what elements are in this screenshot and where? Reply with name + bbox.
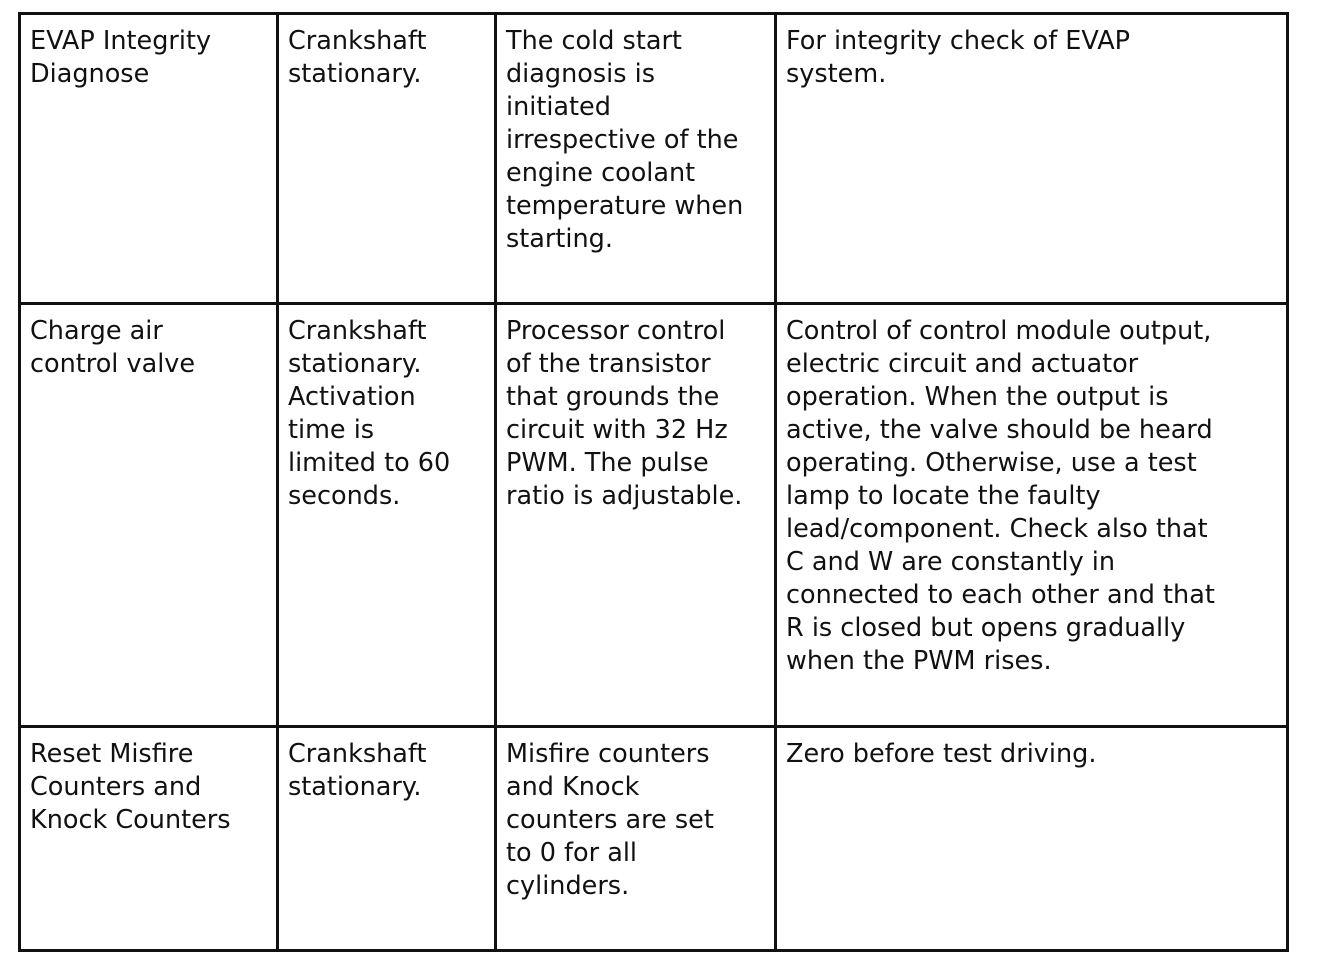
cell-line: counters are set xyxy=(506,805,714,835)
cell-line: C and W are constantly in xyxy=(786,547,1116,577)
cell-line: when the PWM rises. xyxy=(786,646,1052,676)
cell-line: diagnosis is xyxy=(506,59,655,89)
cell-line: starting. xyxy=(506,224,613,254)
cell-line: Knock Counters xyxy=(30,805,231,835)
component-cell xyxy=(20,14,278,304)
cell-line: temperature when xyxy=(506,191,744,221)
cell-line: Reset Misfire xyxy=(30,739,194,769)
cell-line: Diagnose xyxy=(30,59,150,89)
cell-line: limited to 60 xyxy=(288,448,451,478)
cell-line: connected to each other and that xyxy=(786,580,1215,610)
cell-line: lamp to locate the faulty xyxy=(786,481,1101,511)
condition-cell xyxy=(278,304,496,727)
cell-line: active, the valve should be heard xyxy=(786,415,1213,445)
component-cell xyxy=(20,304,278,727)
cell-line: EVAP Integrity xyxy=(30,26,212,56)
cell-line: initiated xyxy=(506,92,611,122)
cell-line: Processor control xyxy=(506,316,726,346)
table-row xyxy=(20,304,1288,727)
cell-line: Crankshaft xyxy=(288,26,427,56)
cell-line: stationary. xyxy=(288,59,422,89)
cell-line: that grounds the xyxy=(506,382,720,412)
cell-line: Charge air xyxy=(30,316,163,346)
cell-line: time is xyxy=(288,415,375,445)
purpose-cell xyxy=(776,727,1288,951)
cell-line: irrespective of the xyxy=(506,125,739,155)
cell-line: circuit with 32 Hz xyxy=(506,415,728,445)
cell-line: stationary. xyxy=(288,772,422,802)
table-row xyxy=(20,14,1288,304)
cell-line: stationary. xyxy=(288,349,422,379)
condition-cell xyxy=(278,727,496,951)
cell-line: R is closed but opens gradually xyxy=(786,613,1186,643)
purpose-cell xyxy=(776,14,1288,304)
cell-line: The cold start xyxy=(506,26,682,56)
cell-line: to 0 for all xyxy=(506,838,637,868)
cell-line: seconds. xyxy=(288,481,401,511)
cell-line: engine coolant xyxy=(506,158,696,188)
description-cell xyxy=(496,304,776,727)
description-cell xyxy=(496,14,776,304)
cell-line: electric circuit and actuator xyxy=(786,349,1139,379)
cell-line: Control of control module output, xyxy=(786,316,1212,346)
purpose-cell xyxy=(776,304,1288,727)
cell-line: Misfire counters xyxy=(506,739,710,769)
cell-line: PWM. The pulse xyxy=(506,448,709,478)
cell-line: For integrity check of EVAP xyxy=(786,26,1131,56)
cell-line: Zero before test driving. xyxy=(786,739,1097,769)
condition-cell xyxy=(278,14,496,304)
cell-line: Crankshaft xyxy=(288,316,427,346)
cell-line: operation. When the output is xyxy=(786,382,1169,412)
description-cell xyxy=(496,727,776,951)
cell-line: system. xyxy=(786,59,887,89)
component-cell xyxy=(20,727,278,951)
cell-line: lead/component. Check also that xyxy=(786,514,1208,544)
diagnostic-table xyxy=(18,12,1289,952)
cell-line: cylinders. xyxy=(506,871,630,901)
cell-line: ratio is adjustable. xyxy=(506,481,743,511)
cell-line: Crankshaft xyxy=(288,739,427,769)
cell-line: of the transistor xyxy=(506,349,711,379)
cell-line: Counters and xyxy=(30,772,202,802)
cell-line: and Knock xyxy=(506,772,640,802)
cell-line: control valve xyxy=(30,349,196,379)
cell-line: operating. Otherwise, use a test xyxy=(786,448,1197,478)
cell-line: Activation xyxy=(288,382,416,412)
table-row xyxy=(20,727,1288,951)
